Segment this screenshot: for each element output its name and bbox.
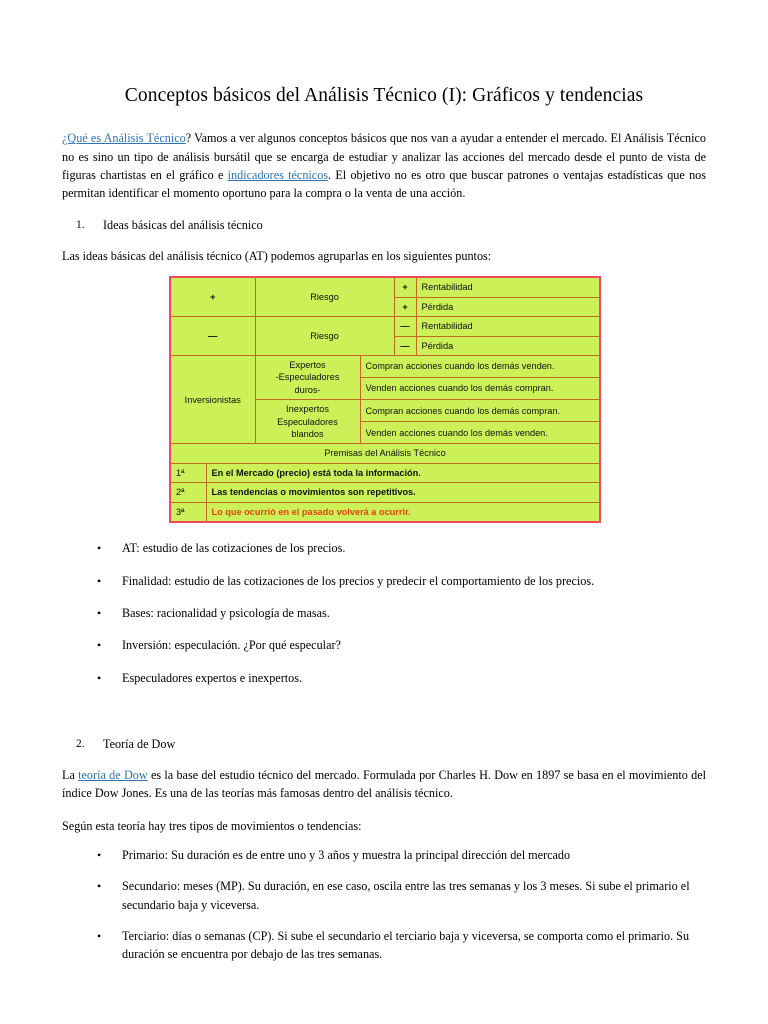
concepts-table	[169, 276, 601, 523]
cell-role-expertos: Expertos -Especuladores duros-	[255, 356, 360, 400]
section2-prefix: La	[62, 768, 79, 783]
cell-risk-negative: Riesgo	[255, 317, 394, 356]
cell-action-2: Venden acciones cuando los demás compran.	[360, 378, 600, 400]
list-item	[62, 846, 706, 864]
cell-outcome-label-2: Pérdida	[416, 297, 600, 316]
page-title: Conceptos básicos del Análisis Técnico (I): Gráficos y tendencias	[124, 85, 644, 106]
cell-premise-text-3: Lo que ocurrió en el pasado volverá a ocurrir.	[206, 502, 600, 522]
cell-outcome-sign-3: —	[394, 317, 416, 336]
bullet-icon: •	[97, 879, 102, 894]
bullet-icon: •	[97, 638, 102, 653]
cell-premise-ord-2: 2ª	[170, 483, 206, 502]
cell-risk-positive: Riesgo	[255, 277, 394, 316]
section-spacer	[62, 701, 706, 735]
cell-outcome-label-4: Pérdida	[416, 336, 600, 355]
list-item	[62, 572, 706, 590]
section-number-1: 1.	[76, 219, 85, 232]
list-item-label: Especuladores expertos e inexpertos.	[122, 670, 303, 685]
list-item-label: Terciario: días o semanas (CP). Si sube el secundario el terciario baja y viceversa, se comporta como el primario. Su duración se encuentra por debajo de las tres semanas.	[122, 928, 690, 962]
cell-action-4: Venden acciones cuando los demás venden.	[360, 422, 600, 444]
cell-outcome-sign-2: +	[394, 297, 416, 316]
cell-outcome-label-1: Rentabilidad	[416, 277, 600, 297]
bullet-list-tendencias	[62, 846, 706, 964]
list-item-label: Secundario: meses (MP). Su duración, en ese caso, oscila entre las tres semanas y los 3 meses. Si sube el primario el secundario baja y viceversa.	[122, 879, 690, 912]
cell-outcome-sign-1: +	[394, 277, 416, 297]
cell-premise-ord-1: 1ª	[170, 463, 206, 482]
list-item	[62, 539, 706, 557]
cell-action-1: Compran acciones cuando los demás venden.	[360, 356, 600, 378]
cell-premise-ord-3: 3ª	[170, 502, 206, 522]
cell-action-3: Compran acciones cuando los demás compran.	[360, 400, 600, 422]
cell-premise-text-1: En el Mercado (precio) está toda la información.	[206, 463, 600, 482]
link-indicadores-tecnicos[interactable]: indicadores técnicos	[227, 167, 329, 182]
section-title-2: Teoría de Dow	[103, 737, 176, 752]
list-item-label: Finalidad: estudio de las cotizaciones de los precios y predecir el comportamiento de los precios.	[122, 573, 595, 588]
bullet-icon: •	[97, 847, 102, 862]
link-que-es-analisis-tecnico[interactable]: ¿Qué es Análisis Técnico	[62, 131, 186, 146]
intro-text-1: ? Vamos a ver algunos conceptos básicos que nos van a ayudar a entender el mercado. El Análisis Técnico no es sino un tipo de análisis bursátil que se encarga de estudiar y analizar las acciones del mercado desde el punto de vista de figuras chartistas en el gráfico e	[62, 131, 707, 182]
list-item	[62, 927, 706, 964]
list-item	[62, 877, 706, 914]
cell-outcome-label-3: Rentabilidad	[416, 317, 600, 336]
section-title-1: Ideas básicas del análisis técnico	[103, 218, 263, 233]
cell-sign-negative: —	[170, 317, 255, 356]
section-heading-1	[62, 216, 706, 234]
list-item-label: AT: estudio de las cotizaciones de los precios.	[122, 541, 346, 556]
bullet-icon: •	[97, 605, 102, 620]
table-row	[170, 502, 600, 522]
list-item-label: Inversión: especulación. ¿Por qué especular?	[122, 638, 341, 653]
bullet-list-ideas	[62, 539, 706, 687]
table-row	[170, 356, 600, 378]
section2-lead: Según esta teoría hay tres tipos de movimientos o tendencias:	[62, 818, 362, 833]
list-item-label: Bases: racionalidad y psicología de masas.	[122, 605, 330, 620]
section-number-2: 2.	[76, 738, 85, 751]
table-row	[170, 444, 600, 463]
cell-outcome-sign-4: —	[394, 336, 416, 355]
concepts-table-wrapper	[62, 276, 706, 523]
list-item	[62, 636, 706, 654]
list-item	[62, 604, 706, 622]
bullet-icon: •	[97, 928, 102, 943]
section1-lead: Las ideas básicas del análisis técnico (AT) podemos agruparlas en los siguientes puntos:	[62, 249, 492, 264]
cell-inversionistas: Inversionistas	[170, 356, 255, 444]
bullet-icon: •	[97, 541, 102, 556]
link-teoria-de-dow[interactable]: teoría de Dow	[78, 768, 148, 783]
table-row	[170, 317, 600, 336]
section-heading-2	[62, 735, 706, 753]
cell-sign-positive: +	[170, 277, 255, 316]
list-item-label: Primario: Su duración es de entre uno y 3 años y muestra la principal dirección del mercado	[122, 847, 571, 862]
section2-paragraph	[62, 766, 706, 802]
table-row	[170, 277, 600, 297]
cell-premise-text-2: Las tendencias o movimientos son repetitivos.	[206, 483, 600, 502]
intro-paragraph	[62, 129, 706, 202]
section2-rest: es la base del estudio técnico del mercado. Formulada por Charles H. Dow en 1897 se basa en el movimiento del índice Dow Jones. Es una de las teorías más famosas dentro del análisis técnico.	[62, 768, 706, 801]
cell-premises-title: Premisas del Análisis Técnico	[170, 444, 600, 463]
bullet-icon: •	[97, 670, 102, 685]
bullet-icon: •	[97, 573, 102, 588]
cell-role-inexpertos: Inexpertos Especuladores blandos	[255, 400, 360, 444]
table-row	[170, 483, 600, 502]
intro-text-2: . El objetivo no es otro que buscar patrones o ventajas estadísticas que nos permitan identificar el momento oportuno para la compra o la venta de una acción.	[62, 167, 706, 200]
table-row	[170, 463, 600, 482]
list-item	[62, 669, 706, 687]
